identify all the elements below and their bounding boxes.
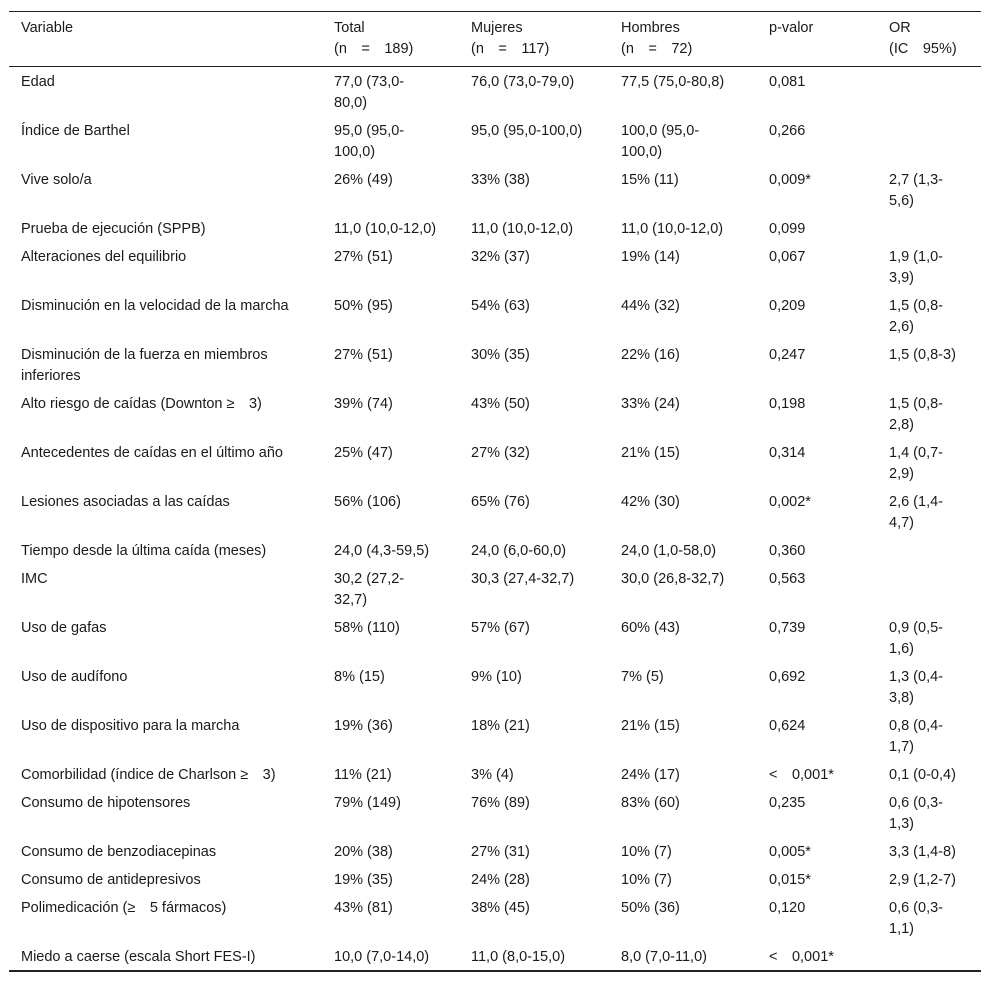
cell-mujeres: 11,0 (8,0-15,0) — [471, 949, 566, 965]
cell-or — [877, 536, 981, 564]
cell-or: 2,7 (1,3-5,6) — [889, 172, 943, 209]
cell-variable: Índice de Barthel — [21, 123, 130, 139]
cell-variable: IMC — [21, 571, 48, 587]
table-row — [9, 389, 981, 438]
cell-total: 11,0 (10,0-12,0) — [334, 221, 437, 237]
cell-hombres: 19% (14) — [621, 249, 680, 265]
cell-or: 0,8 (0,4-1,7) — [889, 718, 943, 755]
cell-p-valor: 0,081 — [769, 74, 806, 90]
cell-hombres: 21% (15) — [621, 445, 680, 461]
cell-variable: Consumo de antidepresivos — [21, 872, 201, 888]
cell-variable: Vive solo/a — [21, 172, 92, 188]
data-table-container — [9, 11, 981, 972]
table-row — [9, 865, 981, 893]
cell-hombres: 33% (24) — [621, 396, 680, 412]
cell-p-valor: 0,209 — [769, 298, 806, 314]
cell-p-valor: 0,739 — [769, 620, 806, 636]
cell-or: 1,9 (1,0-3,9) — [889, 249, 943, 286]
cell-or: 0,9 (0,5-1,6) — [889, 620, 943, 657]
cell-variable: Consumo de hipotensores — [21, 795, 191, 811]
header-variable: Variable — [9, 12, 322, 67]
header-row — [9, 12, 981, 67]
cell-hombres: 50% (36) — [621, 900, 680, 916]
cell-mujeres: 27% (31) — [471, 844, 530, 860]
header-hombres: Hombres (n = 72) — [609, 12, 757, 67]
cell-or: 0,6 (0,3-1,1) — [889, 900, 943, 937]
cell-hombres: 10% (7) — [621, 844, 672, 860]
cell-or: 2,9 (1,2-7) — [889, 872, 956, 888]
header-total: Total (n = 189) — [322, 12, 459, 67]
cell-total: 43% (81) — [334, 900, 393, 916]
cell-mujeres: 33% (38) — [471, 172, 530, 188]
cell-mujeres: 95,0 (95,0-100,0) — [471, 123, 583, 139]
cell-variable: Uso de dispositivo para la marcha — [21, 718, 240, 734]
cell-total: 39% (74) — [334, 396, 393, 412]
cell-or: 1,5 (0,8-2,6) — [889, 298, 943, 335]
cell-total: 20% (38) — [334, 844, 393, 860]
cell-or: 1,5 (0,8-3) — [889, 347, 956, 363]
comparison-table — [9, 11, 981, 972]
cell-total: 19% (35) — [334, 872, 393, 888]
cell-variable: Tiempo desde la última caída (meses) — [21, 543, 267, 559]
cell-total: 77,0 (73,0-80,0) — [334, 74, 405, 111]
cell-mujeres: 24% (28) — [471, 872, 530, 888]
cell-total: 27% (51) — [334, 249, 393, 265]
cell-or — [877, 942, 981, 971]
cell-mujeres: 38% (45) — [471, 900, 530, 916]
cell-total: 25% (47) — [334, 445, 393, 461]
table-row — [9, 340, 981, 389]
cell-variable: Prueba de ejecución (SPPB) — [21, 221, 206, 237]
cell-hombres: 7% (5) — [621, 669, 664, 685]
cell-p-valor: 0,002* — [769, 494, 811, 510]
cell-mujeres: 43% (50) — [471, 396, 530, 412]
cell-or: 1,5 (0,8-2,8) — [889, 396, 943, 433]
cell-hombres: 10% (7) — [621, 872, 672, 888]
table-row — [9, 67, 981, 117]
cell-or — [877, 564, 981, 613]
cell-p-valor: 0,067 — [769, 249, 806, 265]
cell-variable: Alteraciones del equilibrio — [21, 249, 187, 265]
cell-p-valor: < 0,001* — [769, 949, 834, 965]
cell-hombres: 77,5 (75,0-80,8) — [621, 74, 725, 90]
cell-total: 8% (15) — [334, 669, 385, 685]
cell-total: 10,0 (7,0-14,0) — [334, 949, 430, 965]
cell-p-valor: < 0,001* — [769, 767, 834, 783]
cell-variable: Alto riesgo de caídas (Downton ≥ 3) — [21, 396, 262, 412]
cell-p-valor: 0,563 — [769, 571, 806, 587]
cell-hombres: 15% (11) — [621, 172, 679, 188]
cell-variable: Lesiones asociadas a las caídas — [21, 494, 230, 510]
cell-total: 19% (36) — [334, 718, 393, 734]
cell-hombres: 30,0 (26,8-32,7) — [621, 571, 725, 587]
table-row — [9, 291, 981, 340]
cell-variable: Polimedicación (≥ 5 fármacos) — [21, 900, 227, 916]
cell-hombres: 21% (15) — [621, 718, 680, 734]
cell-or: 3,3 (1,4-8) — [889, 844, 956, 860]
cell-hombres: 83% (60) — [621, 795, 680, 811]
cell-variable: Miedo a caerse (escala Short FES-I) — [21, 949, 256, 965]
cell-p-valor: 0,235 — [769, 795, 806, 811]
cell-p-valor: 0,005* — [769, 844, 811, 860]
cell-total: 50% (95) — [334, 298, 393, 314]
cell-total: 30,2 (27,2-32,7) — [334, 571, 405, 608]
cell-mujeres: 9% (10) — [471, 669, 522, 685]
cell-mujeres: 30% (35) — [471, 347, 530, 363]
cell-hombres: 100,0 (95,0-100,0) — [621, 123, 700, 160]
cell-mujeres: 18% (21) — [471, 718, 530, 734]
table-row — [9, 242, 981, 291]
table-row — [9, 837, 981, 865]
cell-variable: Disminución de la fuerza en miembros inferiores — [21, 347, 272, 384]
cell-variable: Consumo de benzodiacepinas — [21, 844, 217, 860]
cell-or: 2,6 (1,4-4,7) — [889, 494, 943, 531]
table-header — [9, 12, 981, 67]
cell-hombres: 60% (43) — [621, 620, 680, 636]
cell-p-valor: 0,247 — [769, 347, 806, 363]
cell-or: 1,3 (0,4-3,8) — [889, 669, 943, 706]
cell-hombres: 11,0 (10,0-12,0) — [621, 221, 724, 237]
cell-hombres: 42% (30) — [621, 494, 680, 510]
cell-total: 56% (106) — [334, 494, 401, 510]
cell-mujeres: 32% (37) — [471, 249, 530, 265]
table-row — [9, 214, 981, 242]
cell-hombres: 8,0 (7,0-11,0) — [621, 949, 707, 965]
cell-total: 27% (51) — [334, 347, 393, 363]
table-row — [9, 760, 981, 788]
cell-mujeres: 11,0 (10,0-12,0) — [471, 221, 574, 237]
header-p-valor: p-valor — [757, 12, 877, 67]
cell-variable: Edad — [21, 74, 55, 90]
table-row — [9, 564, 981, 613]
cell-mujeres: 65% (76) — [471, 494, 530, 510]
header-mujeres: Mujeres (n = 117) — [459, 12, 609, 67]
table-row — [9, 536, 981, 564]
cell-hombres: 24% (17) — [621, 767, 680, 783]
cell-variable: Antecedentes de caídas en el último año — [21, 445, 283, 461]
cell-mujeres: 54% (63) — [471, 298, 530, 314]
cell-total: 11% (21) — [334, 767, 392, 783]
table-row — [9, 662, 981, 711]
cell-mujeres: 57% (67) — [471, 620, 530, 636]
cell-or: 1,4 (0,7-2,9) — [889, 445, 943, 482]
cell-p-valor: 0,009* — [769, 172, 811, 188]
cell-mujeres: 3% (4) — [471, 767, 514, 783]
cell-variable: Uso de audífono — [21, 669, 128, 685]
cell-or — [877, 67, 981, 117]
header-or: OR (IC 95%) — [877, 12, 981, 67]
table-row — [9, 165, 981, 214]
cell-total: 95,0 (95,0-100,0) — [334, 123, 405, 160]
cell-mujeres: 76% (89) — [471, 795, 530, 811]
cell-or: 0,6 (0,3-1,3) — [889, 795, 943, 832]
cell-p-valor: 0,099 — [769, 221, 806, 237]
cell-or — [877, 116, 981, 165]
table-body — [9, 67, 981, 972]
cell-variable: Comorbilidad (índice de Charlson ≥ 3) — [21, 767, 276, 783]
table-row — [9, 942, 981, 971]
cell-variable: Disminución en la velocidad de la marcha — [21, 298, 289, 314]
table-row — [9, 893, 981, 942]
cell-p-valor: 0,120 — [769, 900, 806, 916]
cell-or — [877, 214, 981, 242]
cell-p-valor: 0,314 — [769, 445, 806, 461]
cell-hombres: 22% (16) — [621, 347, 680, 363]
table-row — [9, 788, 981, 837]
cell-mujeres: 27% (32) — [471, 445, 530, 461]
cell-hombres: 24,0 (1,0-58,0) — [621, 543, 717, 559]
cell-p-valor: 0,624 — [769, 718, 806, 734]
cell-p-valor: 0,198 — [769, 396, 806, 412]
table-row — [9, 711, 981, 760]
cell-total: 24,0 (4,3-59,5) — [334, 543, 430, 559]
table-row — [9, 487, 981, 536]
table-row — [9, 613, 981, 662]
cell-mujeres: 30,3 (27,4-32,7) — [471, 571, 575, 587]
cell-total: 26% (49) — [334, 172, 393, 188]
cell-total: 58% (110) — [334, 620, 400, 636]
cell-p-valor: 0,360 — [769, 543, 806, 559]
table-row — [9, 438, 981, 487]
cell-mujeres: 76,0 (73,0-79,0) — [471, 74, 575, 90]
cell-hombres: 44% (32) — [621, 298, 680, 314]
cell-p-valor: 0,692 — [769, 669, 806, 685]
cell-p-valor: 0,015* — [769, 872, 811, 888]
cell-total: 79% (149) — [334, 795, 401, 811]
cell-or: 0,1 (0-0,4) — [889, 767, 956, 783]
cell-p-valor: 0,266 — [769, 123, 806, 139]
cell-mujeres: 24,0 (6,0-60,0) — [471, 543, 567, 559]
table-row — [9, 116, 981, 165]
cell-variable: Uso de gafas — [21, 620, 107, 636]
